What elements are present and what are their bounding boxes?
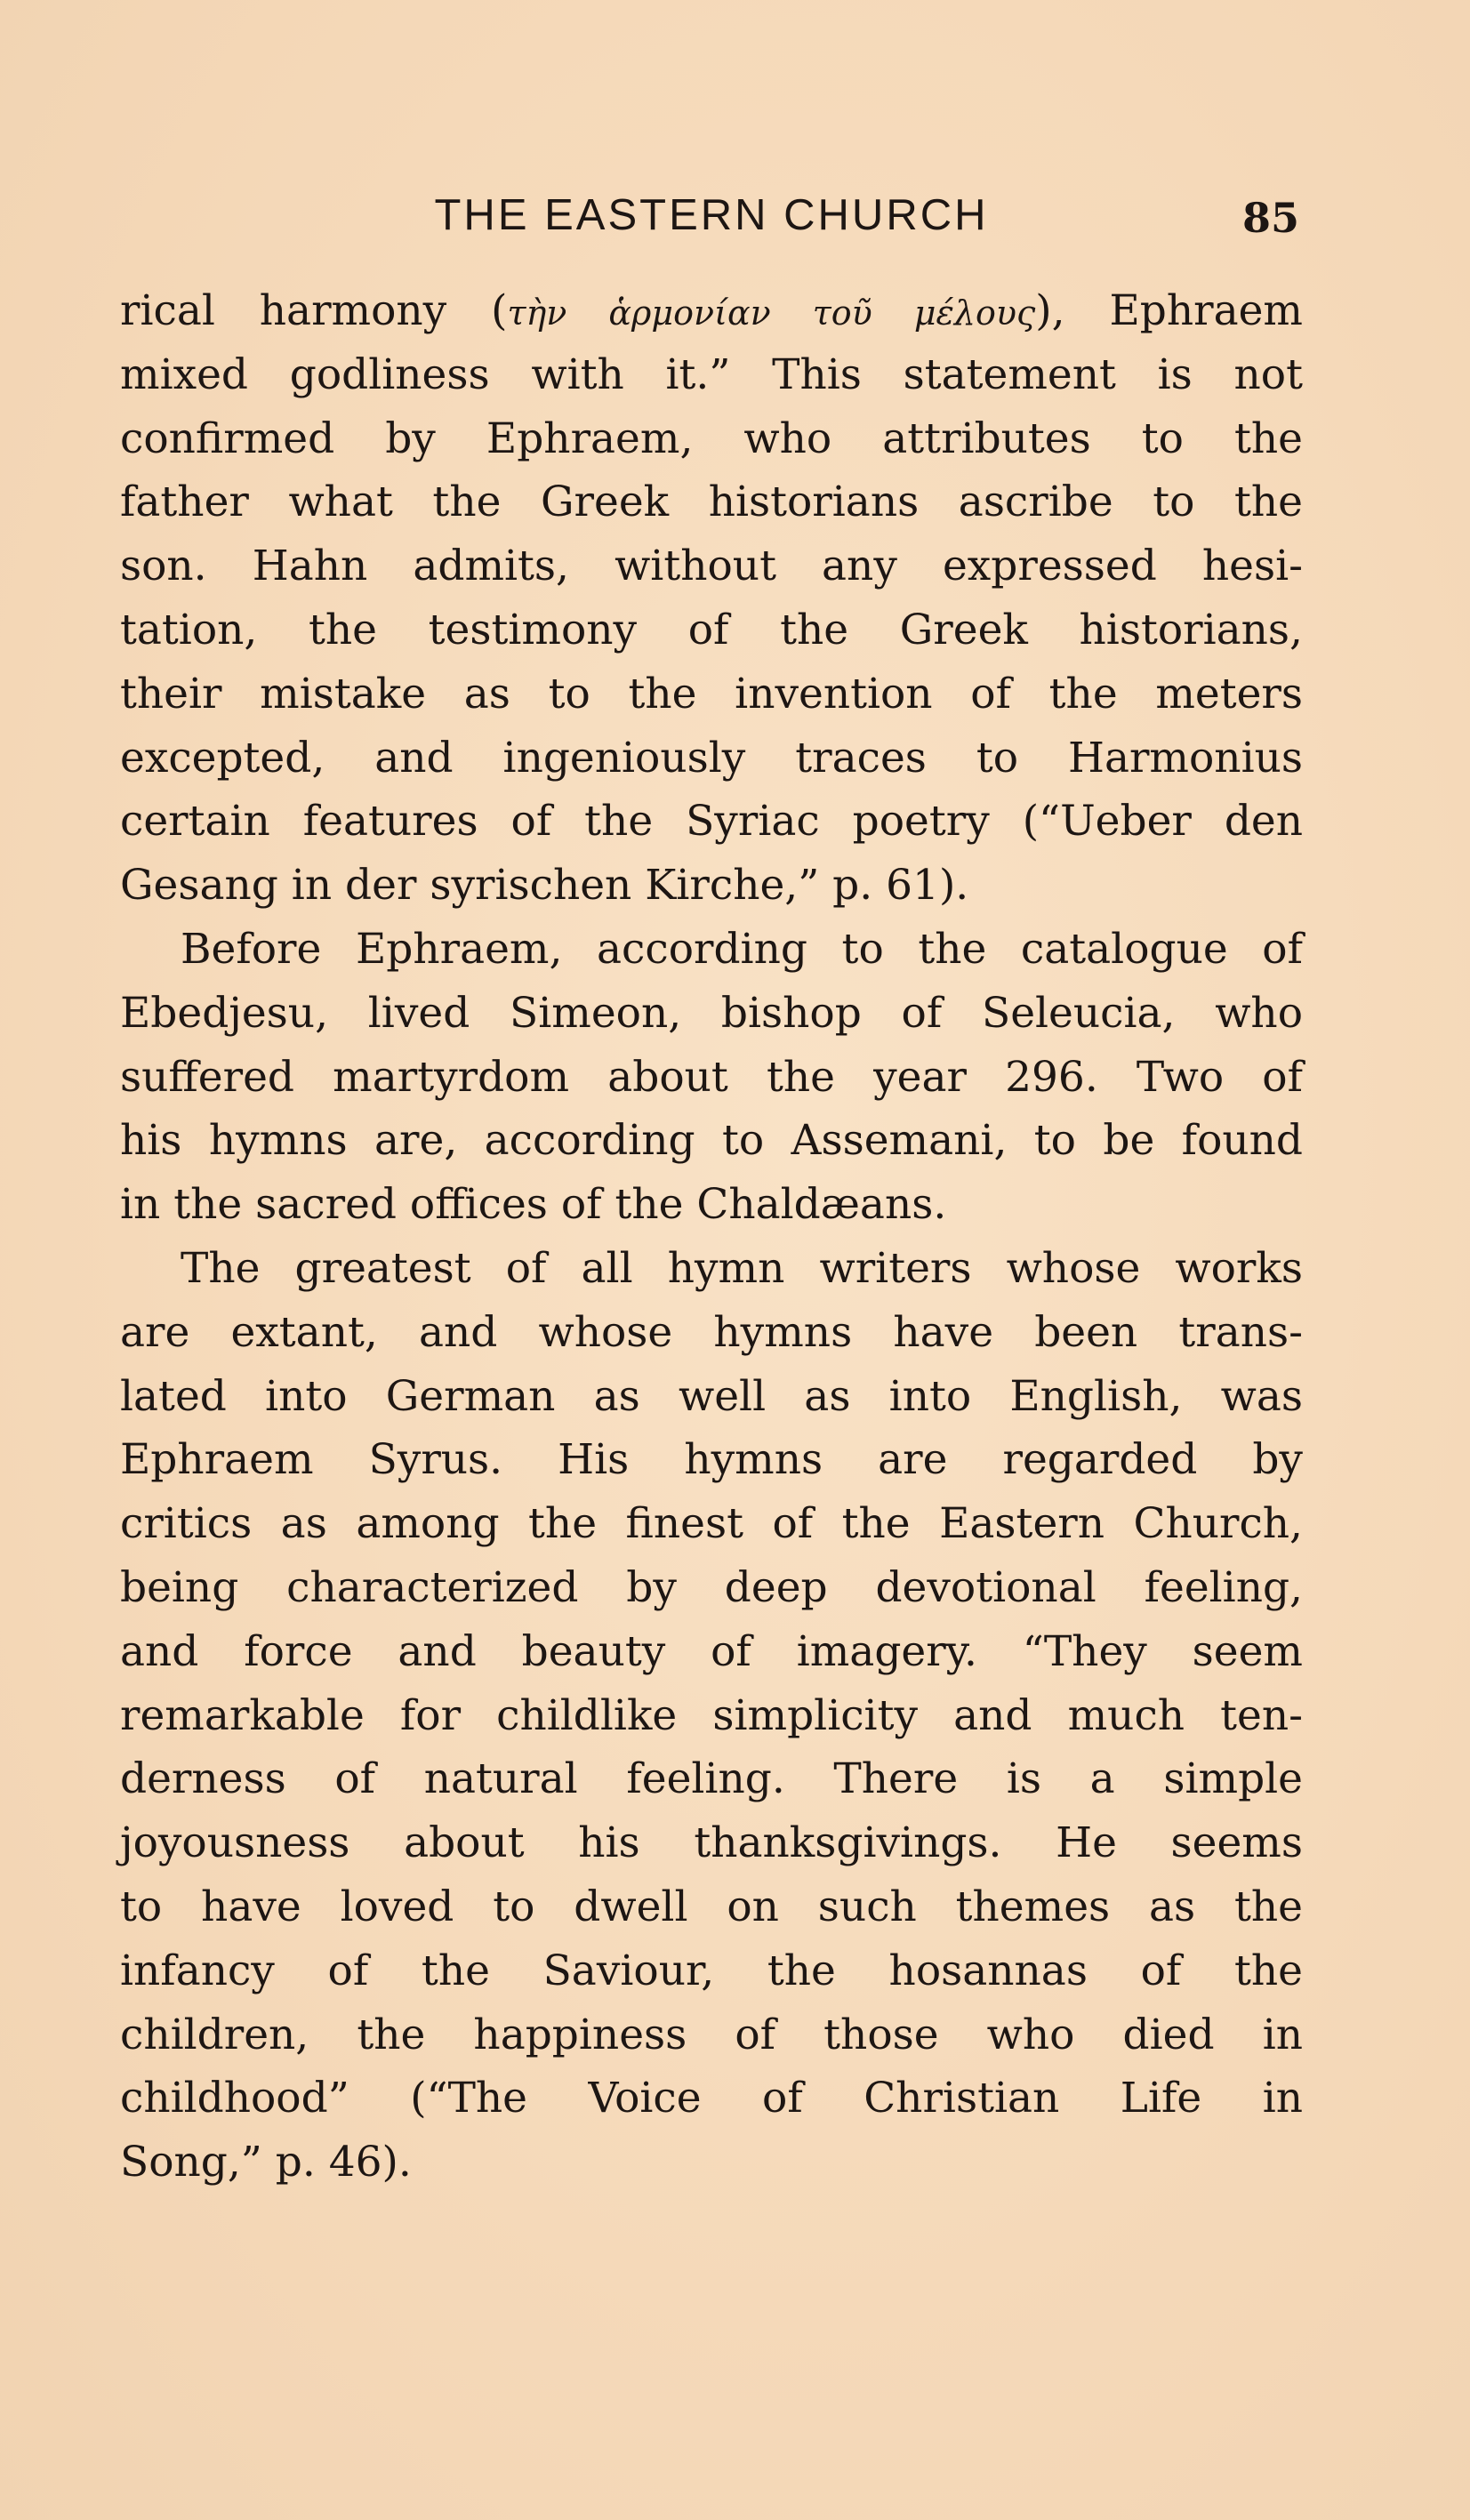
text-line: confirmed by Ephraem, who attributes to the	[120, 413, 1303, 463]
text-segment: ), Ephraem	[1035, 286, 1303, 335]
body-text	[120, 279, 1303, 2195]
text-line: and force and beauty of imagery. “They seem	[120, 1626, 1303, 1676]
text-line: their mistake as to the invention of the meters	[120, 669, 1303, 718]
greek-phrase: τὴν ἁρμονίαν τοῦ μέλους	[507, 293, 1036, 333]
text-line: in the sacred offices of the Chaldæans.	[120, 1180, 947, 1230]
page-number: 85	[1241, 194, 1299, 242]
paragraph-first-line: The greatest of all hymn writers whose works	[181, 1243, 1303, 1293]
text-line: certain features of the Syriac poetry (“Ueber den	[120, 797, 1303, 847]
text-line: son. Hahn admits, without any expressed hesi-	[120, 542, 1303, 591]
text-line: Ebedjesu, lived Simeon, bishop of Seleucia, who	[120, 988, 1303, 1038]
text-line: critics as among the finest of the Eastern Church,	[120, 1499, 1303, 1549]
text-line	[120, 279, 1303, 343]
running-head	[120, 185, 1303, 247]
text-line: being characterized by deep devotional feeling,	[120, 1562, 1303, 1612]
text-line: joyousness about his thanksgivings. He seems	[120, 1818, 1303, 1868]
text-line: Song,” p. 46).	[120, 2138, 412, 2187]
text-line: tation, the testimony of the Greek historians,	[120, 605, 1303, 654]
text-line: father what the Greek historians ascribe to the	[120, 478, 1303, 527]
text-line: to have loved to dwell on such themes as the	[120, 1882, 1303, 1931]
text-line: Ephraem Syrus. His hymns are regarded by	[120, 1435, 1303, 1485]
running-title: THE EASTERN CHURCH	[434, 191, 989, 239]
text-line: his hymns are, according to Assemani, to be found	[120, 1116, 1303, 1166]
paragraph-first-line: Before Ephraem, according to the catalogue of	[181, 924, 1303, 974]
text-line: suffered martyrdom about the year 296. Two of	[120, 1052, 1303, 1102]
text-line: infancy of the Saviour, the hosannas of the	[120, 1946, 1303, 1995]
text-line: Gesang in der syrischen Kirche,” p. 61).	[120, 861, 969, 911]
text-line: lated into German as well as into English, was	[120, 1371, 1303, 1421]
text-line: remarkable for childlike simplicity and much ten-	[120, 1690, 1303, 1740]
text-line: are extant, and whose hymns have been trans-	[120, 1307, 1303, 1357]
text-line: derness of natural feeling. There is a simple	[120, 1754, 1303, 1804]
text-line: childhood” (“The Voice of Christian Life in	[120, 2074, 1303, 2123]
text-line: children, the happiness of those who died in	[120, 2010, 1303, 2059]
text-line: mixed godliness with it.” This statement is not	[120, 349, 1303, 399]
text-line: excepted, and ingeniously traces to Harmonius	[120, 733, 1303, 782]
text-segment: rical harmony (	[120, 286, 508, 335]
